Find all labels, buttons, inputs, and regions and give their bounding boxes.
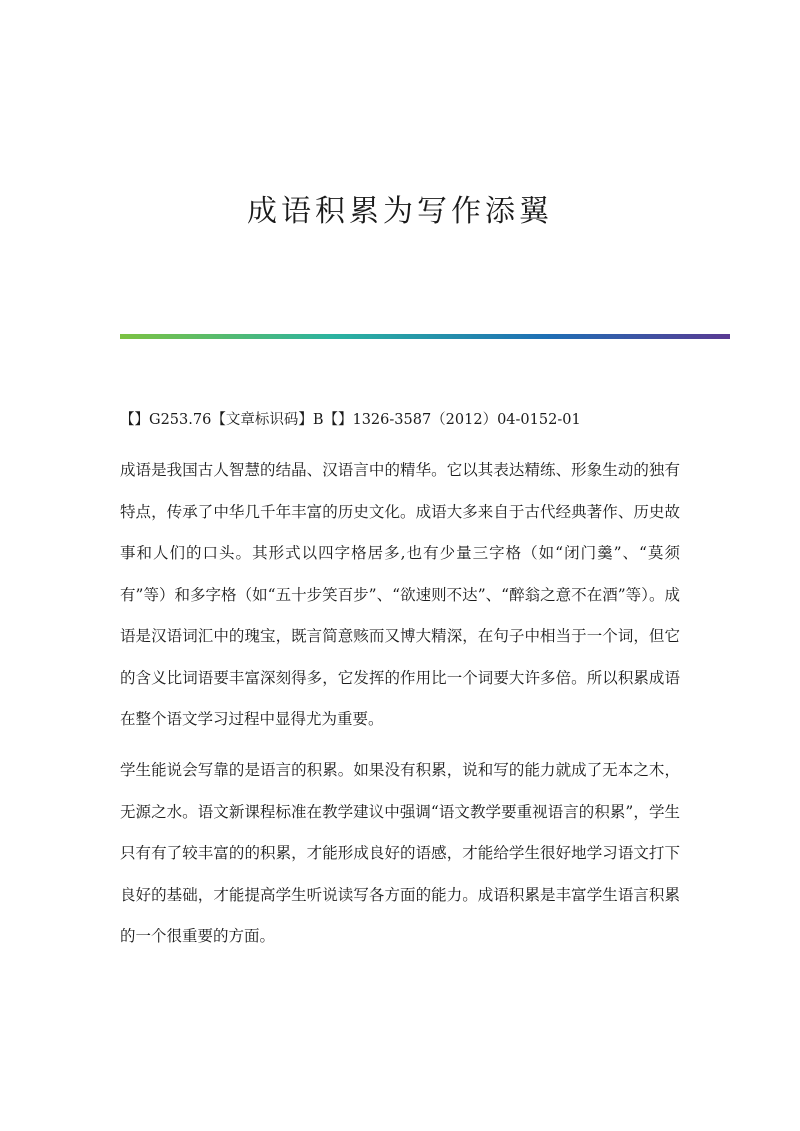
article-meta-line: 【】G253.76【文章标识码】B【】1326-3587（2012）04-0152-01 [120, 412, 581, 428]
document-title: 成语积累为写作添翼 [247, 194, 553, 229]
body-paragraph-1: 成语是我国古人智慧的结晶、汉语言中的精华。它以其表达精练、形象生动的独有特点，传承了中华几千年丰富的历史文化。成语大多来自于古代经典著作、历史故事和人们的口头。其形式以四字格居多,也有少量三字格（如“闭门羹”、“莫须有”等）和多字格（如“五十步笑百步”、“欲速则不达”、“醉翁之意不在酒”等）。成语是汉语词汇中的瑰宝，既言简意赅而又博大精深，在句子中相当于一个词，但它的含义比词语要丰富深刻得多，它发挥的作用比一个词要大许多倍。所以积累成语在整个语文学习过程中显得尤为重要。 [120, 461, 680, 728]
title-divider [120, 334, 730, 339]
body-paragraph-2: 学生能说会写靠的是语言的积累。如果没有积累，说和写的能力就成了无本之木，无源之水。语文新课程标准在教学建议中强调“语文教学要重视语言的积累”，学生只有有了较丰富的的积累，才能形成良好的语感，才能给学生很好地学习语文打下良好的基础，才能提高学生听说读写各方面的能力。成语积累是丰富学生语言积累的一个很重要的方面。 [120, 761, 680, 945]
